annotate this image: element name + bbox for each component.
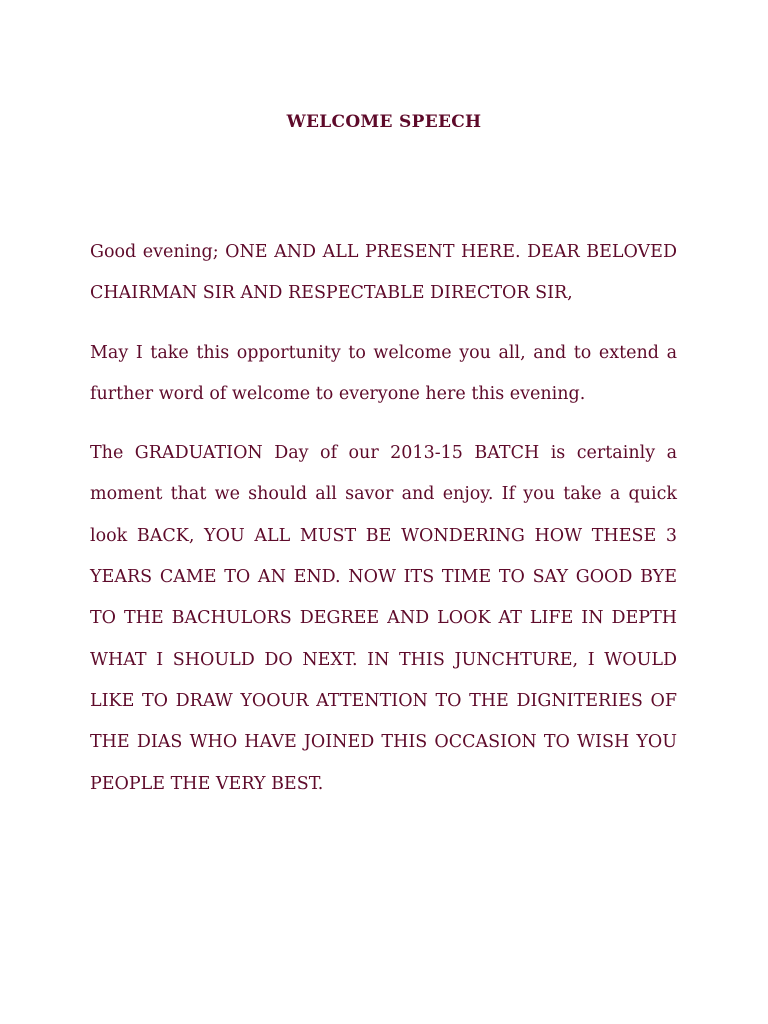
- speech-body: [90, 232, 677, 823]
- paragraph-welcome: May I take this opportunity to welcome you all, and to extend a further word of welcome to everyone here this evening.: [90, 342, 677, 404]
- page-title: WELCOME SPEECH: [286, 112, 482, 132]
- paragraph-greeting: Good evening; ONE AND ALL PRESENT HERE. DEAR BELOVED CHAIRMAN SIR AND RESPECTABLE DIRECTOR SIR,: [90, 242, 677, 304]
- paragraph-graduation: The GRADUATION Day of our 2013-15 BATCH is certainly a moment that we should all savor and enjoy. If you take a quick look BACK, YOU ALL MUST BE WONDERING HOW THESE 3 YEARS CAME TO AN END. NOW ITS TIME TO SAY GOOD BYE TO THE BACHULORS DEGREE AND LOOK AT LIFE IN DEPTH WHAT I SHOULD DO NEXT. IN THIS JUNCHTURE, I WOULD LIKE TO DRAW YOOUR ATTENTION TO THE DIGNITERIES OF THE DIAS WHO HAVE JOINED THIS OCCASION TO WISH YOU PEOPLE THE VERY BEST.: [90, 443, 677, 794]
